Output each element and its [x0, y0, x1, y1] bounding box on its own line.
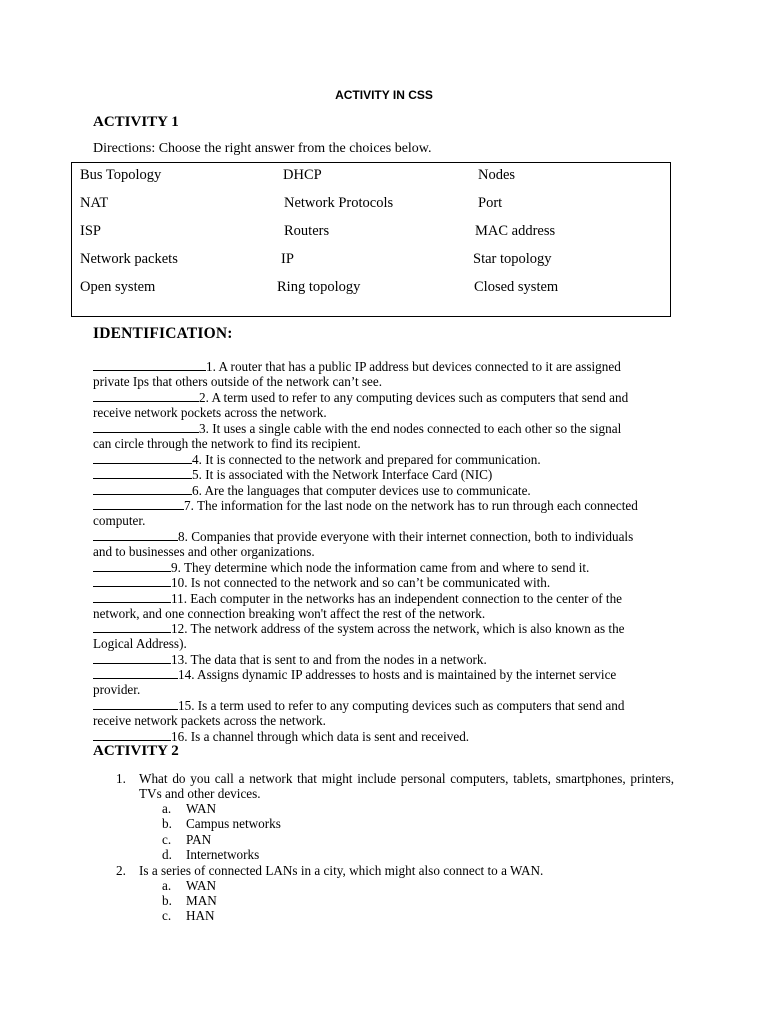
identification-item: 5. It is associated with the Network Interface Card (NIC)	[93, 467, 678, 482]
option-row[interactable]	[0, 816, 768, 831]
question-1	[0, 771, 768, 801]
option-letter: b.	[162, 893, 172, 908]
answer-blank[interactable]	[93, 498, 184, 510]
identification-item: 2. A term used to refer to any computing devices such as computers that send and	[93, 390, 678, 405]
option-text: PAN	[186, 832, 212, 847]
option-text: WAN	[186, 801, 217, 816]
question-number: 2.	[116, 863, 126, 878]
choice-ip: IP	[281, 251, 294, 267]
choice-bus-topology: Bus Topology	[80, 167, 162, 183]
choice-star-topology: Star topology	[473, 251, 552, 267]
identification-item-continuation: Logical Address).	[93, 636, 187, 651]
answer-blank[interactable]	[93, 467, 192, 479]
answer-blank[interactable]	[93, 390, 199, 402]
choice-network-protocols: Network Protocols	[284, 195, 394, 211]
option-row[interactable]	[0, 832, 768, 847]
answer-blank[interactable]	[93, 652, 171, 664]
identification-item: 3. It uses a single cable with the end nodes connected to each other so the signal	[93, 421, 678, 436]
answer-blank[interactable]	[93, 575, 171, 587]
question-number: 1.	[116, 771, 126, 786]
identification-item: 7. The information for the last node on the network has to run through each connected	[93, 498, 678, 513]
activity-1-heading: ACTIVITY 1	[93, 114, 179, 130]
option-text: Campus networks	[186, 816, 281, 831]
answer-blank[interactable]	[93, 698, 178, 710]
answer-blank[interactable]	[93, 529, 178, 541]
identification-item: 12. The network address of the system across the network, which is also known as the	[93, 621, 678, 636]
option-letter: b.	[162, 816, 172, 831]
choice-mac-address: MAC address	[475, 223, 556, 239]
answer-blank[interactable]	[93, 452, 192, 464]
identification-item: 11. Each computer in the networks has an independent connection to the center of the	[93, 591, 678, 606]
answer-blank[interactable]	[93, 621, 171, 633]
choice-port: Port	[478, 195, 503, 211]
identification-item: 6. Are the languages that computer devices use to communicate.	[93, 483, 678, 498]
option-letter: a.	[162, 878, 172, 893]
identification-item: 10. Is not connected to the network and so can’t be communicated with.	[93, 575, 678, 590]
question-text: Is a series of connected LANs in a city, which might also connect to a WAN.	[139, 863, 544, 878]
choice-network-packets: Network packets	[80, 251, 178, 267]
answer-blank[interactable]	[93, 591, 171, 603]
identification-item-continuation: private Ips that others outside of the network can’t see.	[93, 374, 383, 389]
identification-heading: IDENTIFICATION:	[93, 325, 233, 342]
option-text: MAN	[186, 893, 217, 908]
identification-item: 13. The data that is sent to and from the nodes in a network.	[93, 652, 678, 667]
identification-item-continuation: can circle through the network to find its recipient.	[93, 436, 361, 451]
choice-dhcp: DHCP	[283, 167, 322, 183]
identification-item-continuation: provider.	[93, 682, 141, 697]
answer-blank[interactable]	[93, 729, 171, 741]
option-letter: a.	[162, 801, 172, 816]
option-text: Internetworks	[186, 847, 260, 862]
identification-item-continuation: receive network pockets across the network.	[93, 405, 327, 420]
option-letter: c.	[162, 832, 172, 847]
answer-blank[interactable]	[93, 421, 199, 433]
choice-routers: Routers	[284, 223, 330, 239]
identification-item-continuation: network, and one connection breaking won't affect the rest of the network.	[93, 606, 486, 621]
answer-blank[interactable]	[93, 359, 206, 371]
activity-1-directions: Directions: Choose the right answer from the choices below.	[93, 141, 432, 156]
option-row[interactable]	[0, 908, 768, 923]
answer-blank[interactable]	[93, 560, 171, 572]
answer-blank[interactable]	[93, 667, 178, 679]
identification-item-continuation: and to businesses and other organizations.	[93, 544, 315, 559]
identification-item: 9. They determine which node the information came from and where to send it.	[93, 560, 678, 575]
identification-item-continuation: receive network packets across the network.	[93, 713, 326, 728]
answer-blank[interactable]	[93, 483, 192, 495]
option-row[interactable]	[0, 893, 768, 908]
document-title: ACTIVITY IN CSS	[335, 88, 433, 102]
choice-nodes: Nodes	[478, 167, 516, 183]
option-row[interactable]	[0, 878, 768, 893]
identification-item: 4. It is connected to the network and prepared for communication.	[93, 452, 678, 467]
option-row[interactable]	[0, 801, 768, 816]
identification-item: 1. A router that has a public IP address but devices connected to it are assigned	[93, 359, 678, 374]
choice-open-system: Open system	[80, 279, 156, 295]
option-letter: c.	[162, 908, 172, 923]
choice-nat: NAT	[80, 195, 109, 211]
identification-item: 15. Is a term used to refer to any computing devices such as computers that send and	[93, 698, 678, 713]
option-letter: d.	[162, 847, 172, 862]
choices-box	[71, 162, 671, 317]
option-row[interactable]	[0, 847, 768, 862]
identification-item: 14. Assigns dynamic IP addresses to hosts and is maintained by the internet service	[93, 667, 678, 682]
option-text: HAN	[186, 908, 215, 923]
choice-ring-topology: Ring topology	[277, 279, 361, 295]
choice-isp: ISP	[80, 223, 101, 239]
identification-item: 8. Companies that provide everyone with their internet connection, both to individuals	[93, 529, 678, 544]
identification-item: 16. Is a channel through which data is sent and received.	[93, 729, 678, 744]
identification-item-continuation: computer.	[93, 513, 146, 528]
activity-2-heading: ACTIVITY 2	[93, 743, 179, 759]
question-2	[0, 863, 768, 878]
question-text: What do you call a network that might include personal computers, tablets, smartphones, printers, TVs and other devices.	[139, 771, 674, 801]
choice-closed-system: Closed system	[474, 279, 559, 295]
option-text: WAN	[186, 878, 217, 893]
